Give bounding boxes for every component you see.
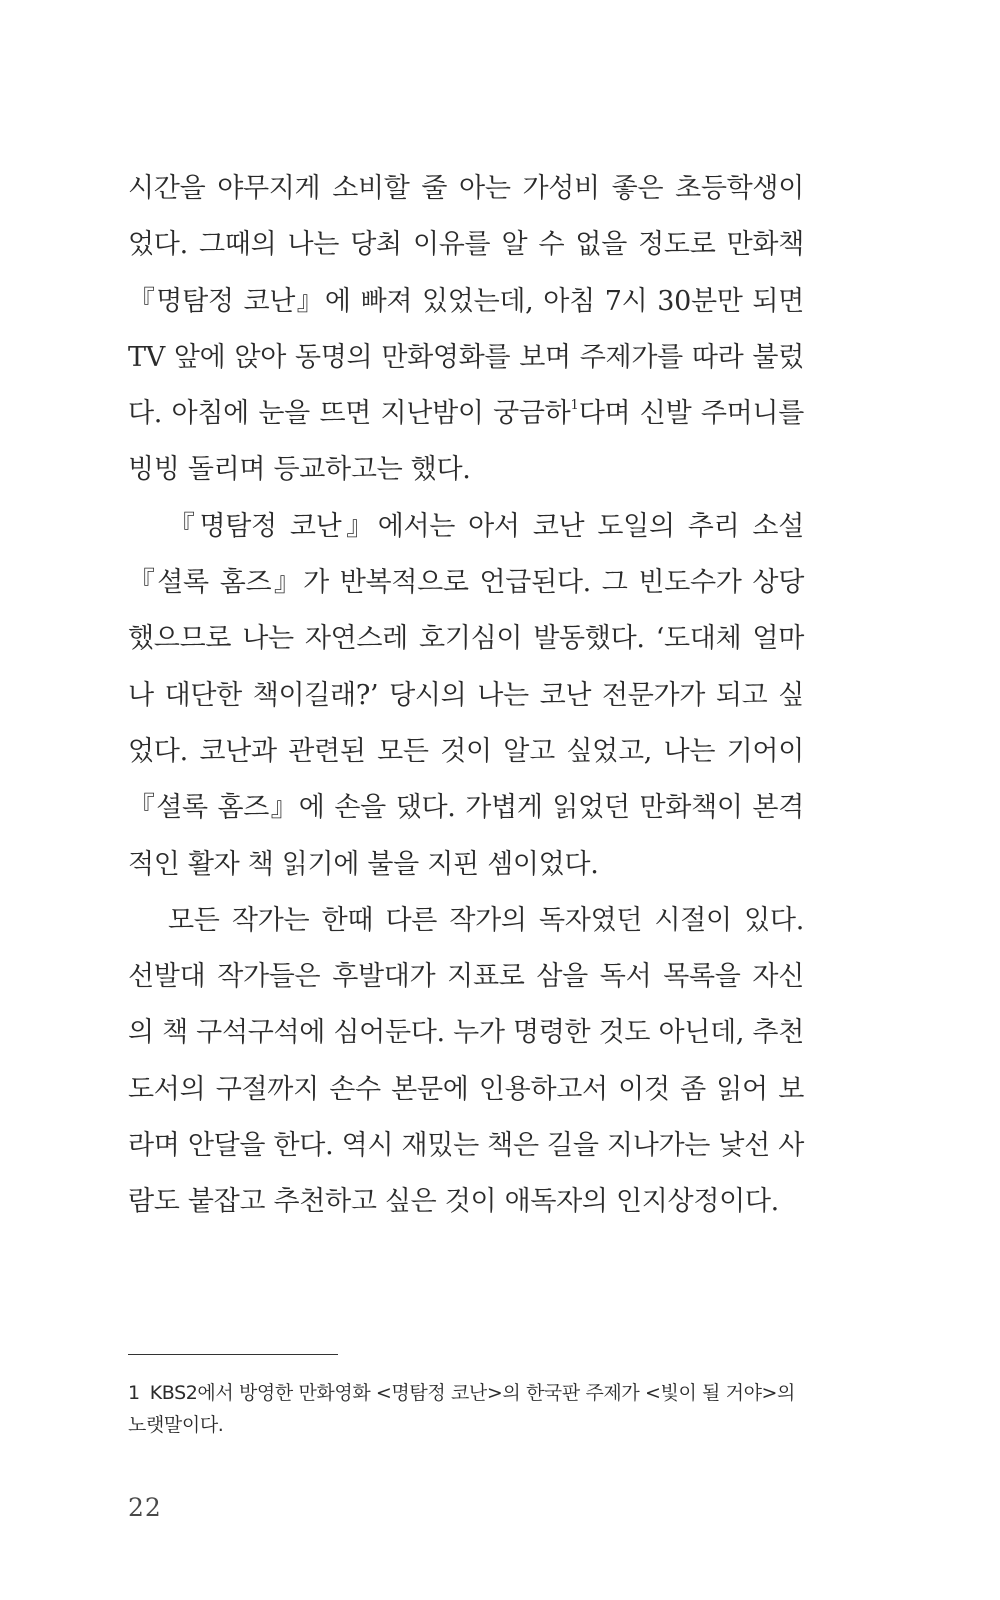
body-text bbox=[128, 161, 804, 1231]
paragraph-1-text-after: 다며 신발 주머니를 빙빙 돌리며 등교하고는 했다. bbox=[128, 398, 804, 486]
paragraph-3: 모든 작가는 한때 다른 작가의 독자였던 시절이 있다. 선발대 작가들은 후발대가 지표로 삼을 독서 목록을 자신의 책 구석구석에 심어둔다. 누가 명령한 것도 아닌데, 추천 도서의 구절까지 손수 본문에 인용하고서 이것 좀 읽어 보라며 안달을 한다. 역시 재밌는 책은 길을 지나가는 낯선 사람도 붙잡고 추천하고 싶은 것이 애독자의 인지상정이다. bbox=[128, 904, 804, 1218]
footnote-text: KBS2에서 방영한 만화영화 <명탐정 코난>의 한국판 주제가 <빛이 될 거야>의 노랫말이다. bbox=[128, 1382, 796, 1436]
paragraph-1-text-before: 시간을 야무지게 소비할 줄 아는 가성비 좋은 초등학생이었다. 그때의 나는 당최 이유를 알 수 없을 정도로 만화책 『명탐정 코난』에 빠져 있었는데, 아침 7시 30분만 되면 TV 앞에 앉아 동명의 만화영화를 보며 주제가를 따라 불렀다. 아침에 눈을 뜨면 지난밤이 궁금하 bbox=[128, 173, 804, 430]
footnote bbox=[128, 1377, 804, 1441]
page-number: 22 bbox=[128, 1493, 162, 1522]
footnote-number: 1 bbox=[128, 1382, 140, 1404]
paragraph-2: 『명탐정 코난』에서는 아서 코난 도일의 추리 소설 『셜록 홈즈』가 반복적으로 언급된다. 그 빈도수가 상당했으므로 나는 자연스레 호기심이 발동했다. ‘도대체 얼마나 대단한 책이길래?’ 당시의 나는 코난 전문가가 되고 싶었다. 코난과 관련된 모든 것이 알고 싶었고, 나는 기어이 『셜록 홈즈』에 손을 댔다. 가볍게 읽었던 만화책이 본격적인 활자 책 읽기에 불을 지핀 셈이었다. bbox=[128, 510, 804, 880]
footnote-reference: 1 bbox=[570, 398, 579, 414]
footnote-divider bbox=[128, 1354, 338, 1355]
paragraph-1 bbox=[128, 161, 804, 499]
